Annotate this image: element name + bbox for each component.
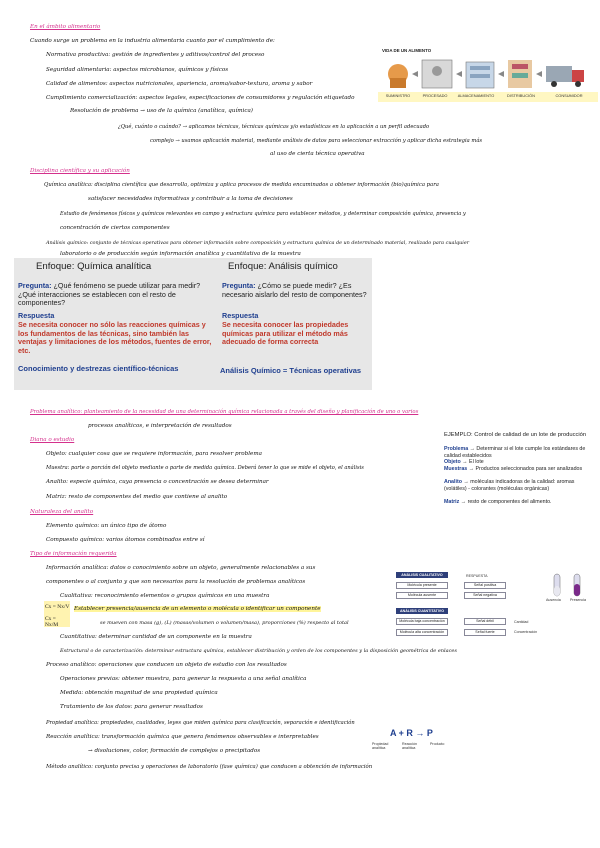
chain-stage-label: DISTRIBUCIÓN	[507, 93, 535, 98]
enfoque-left-respuesta-label: Respuesta	[18, 311, 55, 320]
quant-result: Señal débil	[464, 618, 506, 625]
text-line: Estructural o de caracterización: determinar estructura química, establecer distribución y orden de los componentes y la disposición geométrica de enlaces	[60, 648, 457, 654]
text-line: al uso de cierta técnica operativa	[270, 151, 365, 157]
food-chain-illustration	[378, 54, 598, 94]
enfoque-right-answer: Se necesita conocer las propiedades químicas para utilizar el método más adecuado de forma correcta	[222, 320, 349, 347]
formula-top: Cx = Nx/V	[45, 604, 70, 610]
chain-stage-label: CONSUMIDOR	[555, 93, 583, 98]
text-line: Objeto: cualquier cosa que se requiere información, para resolver problema	[46, 451, 262, 457]
example-title-text: EJEMPLO: Control de calidad de un lote de producción	[444, 432, 587, 438]
reaction-formula: A + R → P	[390, 728, 433, 738]
col-label: RESPUESTA	[466, 574, 488, 578]
text-line: Reacción analítica: transformación química que genera fenómenos observables e interpretables	[46, 734, 319, 740]
text-line: ¿Qué, cuánto o cuándo? → aplicamos técnicas, técnicas químicas y/o estadísticas en la aplicación a un perfil adecuado	[118, 124, 430, 130]
heading-naturaleza: Naturaleza del analito	[30, 509, 94, 515]
reaction-label: Producto	[430, 742, 445, 746]
example-row: Analito → moléculas indicadoras de la calidad: aromas (volátiles) - colorantes (moléculas orgánicas)	[444, 479, 575, 492]
reaction-diagram	[372, 728, 452, 760]
text-line: se mueven con masa (g), (L) (masas/volumen o volumen/masa), proporciones (%) respecto al total	[100, 620, 349, 626]
text-line: Compuesto químico: varios átomos combinados entre sí	[46, 537, 205, 543]
enfoque-right-respuesta-label: Respuesta	[222, 311, 259, 320]
text-line: Seguridad alimentaria: aspectos microbianos, químicos y físicos	[46, 67, 229, 73]
col-label: Concentración	[514, 630, 538, 634]
enfoque-left-answer: Se necesita conocer no sólo las reacciones químicas y los fundamentos de las técnicas, sino también las ventajas y limitaciones de los métodos, fuentes de error, etc.	[18, 320, 212, 355]
col-label: Cantidad	[514, 620, 529, 624]
qual-result: Señal positiva	[464, 582, 506, 589]
enfoque-panel	[14, 258, 372, 390]
formula-figure	[44, 601, 70, 627]
text-line: Cualitativa: reconocimiento elementos o grupos químicos en una muestra	[60, 593, 270, 599]
text-line: Resolución de problema → uso de la química (analítica, química)	[70, 108, 253, 114]
enfoque-left-title: Enfoque: Química analítica	[36, 261, 152, 272]
quant-result: Señal fuerte	[464, 629, 506, 636]
text-line: laboratorio o de producción según información analítica y cuantitativa de la muestra	[60, 251, 301, 257]
text-line: Matriz: resto de componentes del medio que contiene al analito	[46, 494, 228, 500]
text-line: Analito: especie química, cuya presencia o concentración se desea determinar	[46, 479, 269, 485]
text-line: complejo → usamos aplicación material, mediante análisis de datos para seleccionar extracción y aplicar dicha estrategia más	[150, 138, 483, 144]
text-line: Proceso analítico: operaciones que conducen un objeto de estudio con los resultados	[46, 662, 287, 668]
example-row: Matriz → resto de componentes del alimento.	[444, 499, 552, 505]
chain-stage-label: PROCESADO	[422, 93, 448, 98]
test-tubes-illustration	[548, 572, 588, 612]
text-line: Análisis químico: conjunto de técnicas operativas para obtener información sobre composición y estructura química de un determinado material, realizado para cualquier	[46, 240, 470, 246]
text-line: Elemento químico: un único tipo de átomo	[46, 523, 167, 529]
qual-row: Molécula ausente	[396, 592, 448, 599]
text-line: Calidad de alimentos: aspectos nutricionales, apariencia, aroma/sabor-textura, aroma y sabor	[46, 81, 313, 87]
text-line: Medida: obtención magnitud de una propiedad química	[60, 690, 218, 696]
heading-diana: Diana o estudio	[30, 437, 75, 443]
example-row: Objeto → El lote	[444, 459, 484, 465]
text-line: componentes o al conjunto y que son necesarios para la resolución de problemas analíticos	[46, 579, 306, 585]
quant-row: Molécula alta concentración	[396, 629, 448, 636]
chain-stage-label: ALMACENAMIENTO	[457, 93, 495, 98]
text-line: procesos analíticos, e interpretación de resultados	[88, 423, 232, 429]
reaction-label: Reacción analítica	[402, 742, 417, 751]
text-line: satisfacer necesidades informativas y contribuir a la toma de decisiones	[88, 196, 293, 202]
example-panel	[444, 432, 594, 530]
text-line: Tratamiento de los datos: para generar resultados	[60, 704, 203, 710]
text-line: Información analítica: datos o conocimiento sobre un objeto, generalmente relacionables a sus	[46, 565, 316, 571]
text-line: Propiedad analítica: propiedades, cualidades, leyes que miden química para clasificación, separación e identificación	[46, 720, 355, 726]
text-line: Normativa productiva: gestión de ingredientes y aditivos/control del proceso	[46, 52, 265, 58]
enfoque-right-title: Enfoque: Análisis químico	[228, 261, 338, 272]
text-line: Cuando surge un problema en la industria alimentaria cuanto por el cumplimiento de:	[30, 38, 275, 44]
text-line: Método analítico: conjunto precisa y operaciones de laboratorio (fase química) que conducen a obtención de información	[46, 764, 373, 770]
text-line: Establecer presencia/ausencia de un elemento o molécula o identificar un componente	[74, 606, 321, 612]
text-line: Problema analítico: planteamiento de la necesidad de una determinación química relacionada a través del diseño y planificación de uno o varios	[30, 409, 419, 415]
text-line: Cumplimiento comercialización: aspectos legales, especificaciones de consumidores y regulación etiquetado	[46, 95, 355, 101]
chain-stage-label: SUMINISTRO	[385, 93, 411, 98]
text-line: Química analítica: disciplina científica que desarrolla, optimiza y aplica procesos de medida encaminados a obtener información (bio)química para	[44, 182, 439, 188]
qual-quant-diagram	[396, 572, 596, 644]
qual-header: ANÁLISIS CUALITATIVO	[396, 572, 448, 578]
example-row: Muestras → Productos seleccionados para ser analizados	[444, 466, 583, 472]
enfoque-left-footer: Conocimiento y destrezas científico-técnicas	[18, 364, 179, 373]
heading-disciplina: Disciplina científica y su aplicación	[30, 168, 130, 174]
quant-header: ANÁLISIS CUANTITATIVO	[396, 608, 448, 614]
quant-row: Molécula baja concentración	[396, 618, 448, 625]
food-chain-title: VIDA DE UN ALIMENTO	[382, 48, 432, 53]
text-line: concentración de ciertos componentes	[60, 225, 170, 231]
qual-row: Molécula presente	[396, 582, 448, 589]
tube-label: Presencia	[570, 598, 586, 602]
text-line: Cuantitativa: determinar cantidad de un componente en la muestra	[60, 634, 252, 640]
formula-bottom: Cx = Nx/M	[45, 616, 59, 628]
heading-tipo-informacion: Tipo de información requerida	[30, 551, 117, 557]
enfoque-left-question: Pregunta: ¿Qué fenómeno se puede utilizar para medir? ¿Qué interacciones se establecen con el resto de componentes?	[18, 281, 201, 308]
text-line: Estudio de fenómenos físicos y químicos relevantes en campo y estructura química para establecer métodos, y determinar composición química, presencia y	[60, 211, 466, 217]
enfoque-right-question: Pregunta: ¿Cómo se puede medir? ¿Es necesario aislarlo del resto de componentes?	[222, 281, 367, 299]
reaction-label: Propiedad analítica	[372, 742, 389, 751]
qual-result: Señal negativa	[464, 592, 506, 599]
text-line: → disoluciones, color, formación de complejos o precipitados	[88, 748, 261, 754]
text-line: Muestra: parte o porción del objeto mediante o parte de medida química. Deberá tener lo que se mide el objeto, el análisis	[46, 465, 364, 471]
text-line: Operaciones previas: obtener muestra, para generar la respuesta a una señal analítica	[60, 676, 307, 682]
example-row: Problema → Determinar si el lote cumple los estándares de calidad establecidos	[444, 446, 586, 459]
heading-ambito-alimentario: En el ámbito alimentario	[30, 24, 101, 30]
enfoque-right-footer: Análisis Químico = Técnicas operativas	[220, 366, 362, 375]
tube-label: Ausencia	[546, 598, 561, 602]
